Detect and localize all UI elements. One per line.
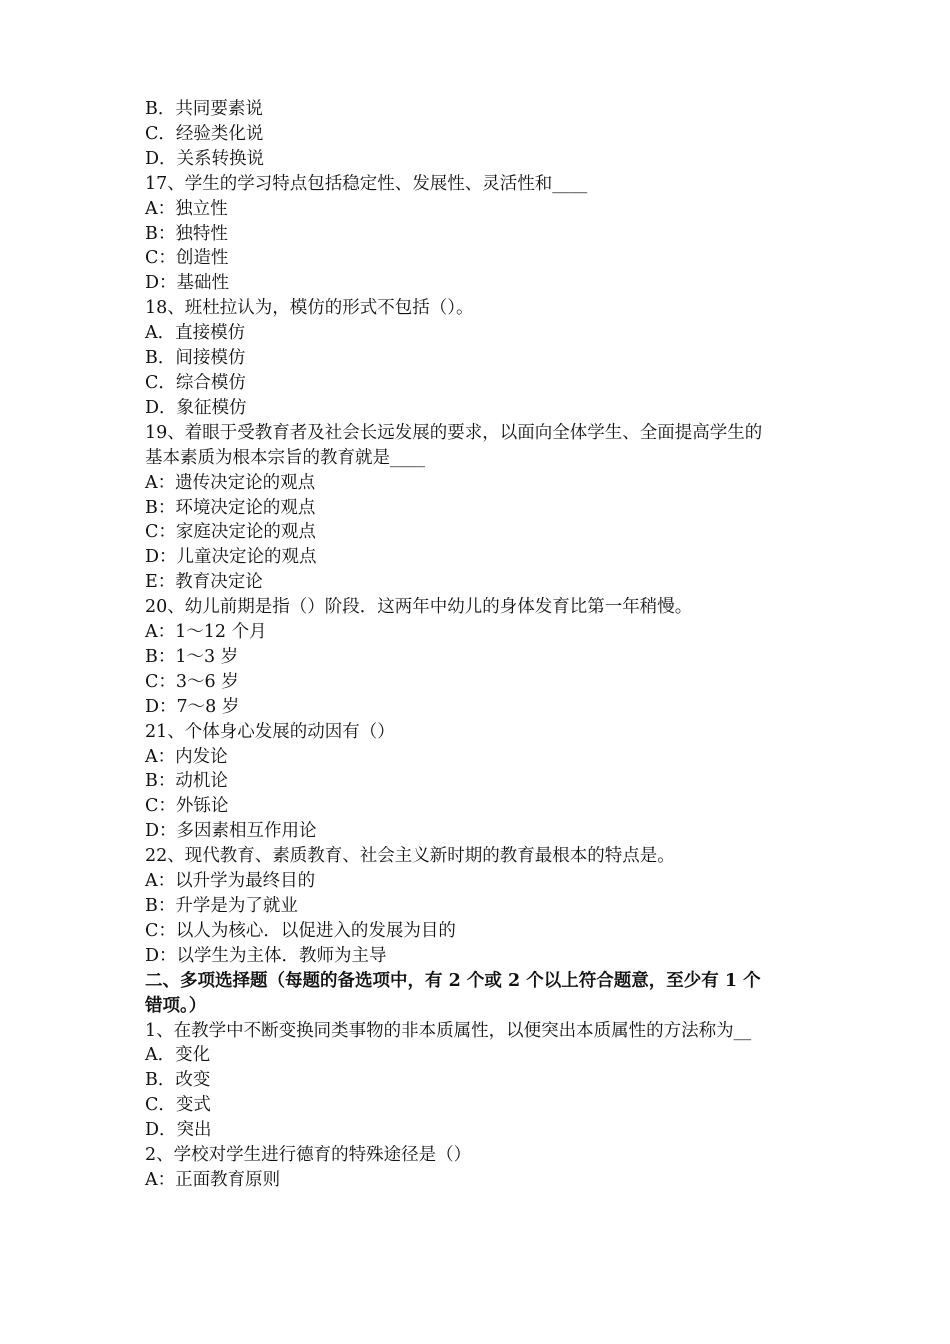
question-stem: 1、在教学中不断变换同类事物的非本质属性，以便突出本质属性的方法称为__ bbox=[145, 1020, 752, 1041]
answer-option: A：1～12 个月 bbox=[145, 622, 267, 643]
answer-option: D：多因素相互作用论 bbox=[145, 821, 317, 842]
text-continuation: 错项。） bbox=[145, 995, 207, 1016]
answer-option: B：独特性 bbox=[145, 223, 228, 244]
question-stem: 19、着眼于受教育者及社会长远发展的要求，以面向全体学生、全面提高学生的 bbox=[145, 422, 763, 443]
answer-option: A：以升学为最终目的 bbox=[145, 871, 316, 892]
question-stem: 22、现代教育、素质教育、社会主义新时期的教育最根本的特点是。 bbox=[145, 846, 675, 867]
question-stem: 21、个体身心发展的动因有（） bbox=[145, 721, 395, 742]
answer-option: A：正面教育原则 bbox=[145, 1169, 281, 1190]
answer-option: B：升学是为了就业 bbox=[145, 896, 298, 916]
answer-option: C．综合模仿 bbox=[145, 372, 246, 393]
answer-option: C．经验类化说 bbox=[145, 123, 264, 144]
answer-option: A：内发论 bbox=[145, 746, 228, 767]
answer-option: A：独立性 bbox=[145, 198, 228, 219]
document-body bbox=[145, 97, 815, 1193]
answer-option: C：家庭决定论的观点 bbox=[145, 522, 316, 543]
answer-option: A．变化 bbox=[145, 1045, 211, 1066]
answer-option: B．间接模仿 bbox=[145, 348, 246, 369]
answer-option: D：儿童决定论的观点 bbox=[145, 547, 317, 568]
section-heading: 二、多项选择题（每题的备选项中，有 2 个或 2 个以上符合题意，至少有 1 个 bbox=[145, 970, 761, 991]
answer-option: D：7～8 岁 bbox=[145, 696, 240, 717]
answer-option: B：1～3 岁 bbox=[145, 646, 239, 667]
answer-option: D．突出 bbox=[145, 1120, 212, 1141]
answer-option: B．改变 bbox=[145, 1070, 211, 1091]
answer-option: C：以人为核心．以促进入的发展为目的 bbox=[145, 920, 456, 941]
answer-option: C．变式 bbox=[145, 1095, 211, 1116]
answer-option: D．关系转换说 bbox=[145, 148, 265, 169]
answer-option: A：遗传决定论的观点 bbox=[145, 472, 316, 493]
answer-option: D：以学生为主体．教师为主导 bbox=[145, 945, 387, 966]
answer-option: D：基础性 bbox=[145, 273, 230, 294]
answer-option: C：创造性 bbox=[145, 248, 229, 269]
question-stem: 20、幼儿前期是指（）阶段．这两年中幼儿的身体发育比第一年稍慢。 bbox=[145, 597, 693, 618]
question-stem: 17、学生的学习特点包括稳定性、发展性、灵活性和____ bbox=[145, 173, 588, 194]
answer-option: C：外铄论 bbox=[145, 796, 229, 817]
answer-option: A．直接模仿 bbox=[145, 323, 246, 344]
question-stem: 18、班杜拉认为，模仿的形式不包括（）。 bbox=[145, 298, 474, 319]
answer-option: B：动机论 bbox=[145, 771, 228, 792]
answer-option: B．共同要素说 bbox=[145, 99, 263, 119]
answer-option: C：3～6 岁 bbox=[145, 671, 239, 692]
question-stem: 2、学校对学生进行德育的特殊途径是（） bbox=[145, 1145, 472, 1166]
text-continuation: 基本素质为根本宗旨的教育就是____ bbox=[145, 447, 425, 468]
answer-option: D．象征模仿 bbox=[145, 397, 247, 418]
answer-option: E：教育决定论 bbox=[145, 572, 263, 593]
answer-option: B：环境决定论的观点 bbox=[145, 497, 316, 518]
